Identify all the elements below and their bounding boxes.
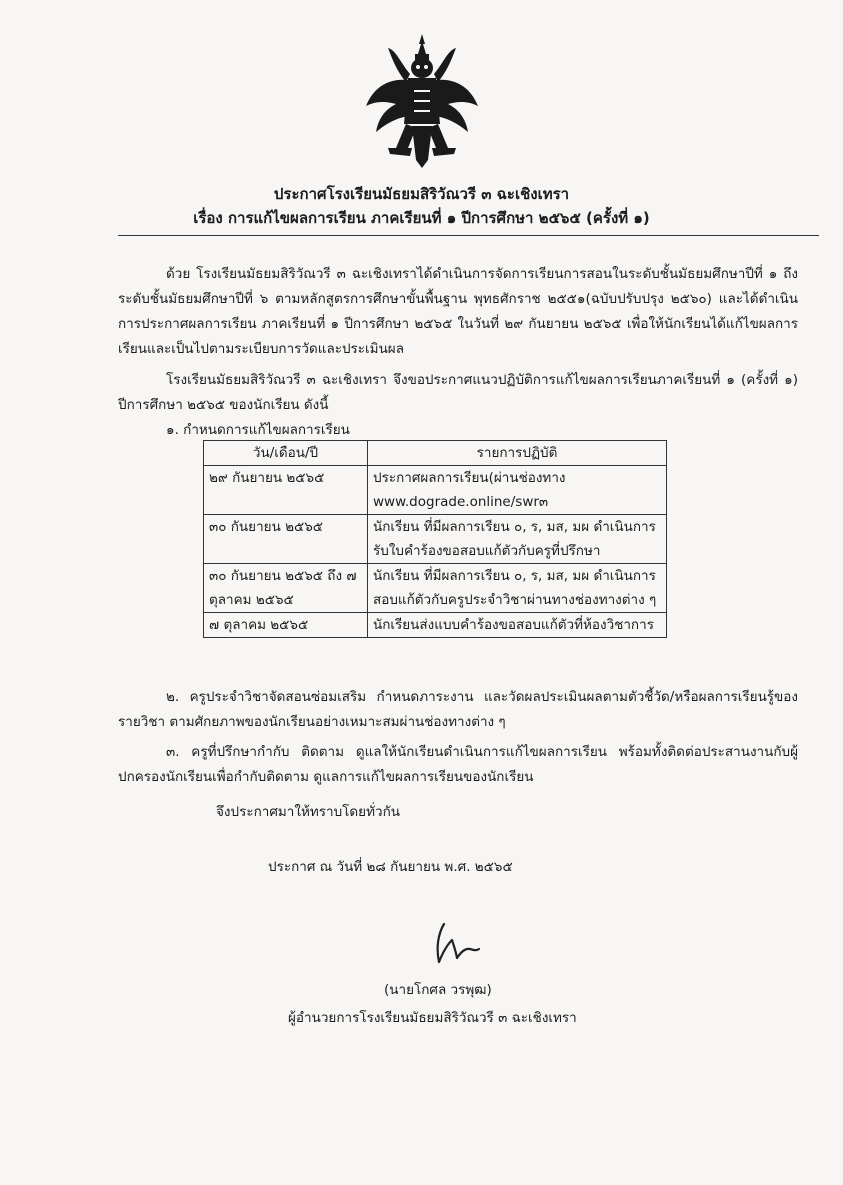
intro-paragraph [118,262,798,362]
schedule-table [203,440,667,638]
row-date: ๒๙ กันยายน ๒๕๖๕ [204,466,368,515]
signatory-name: (นายโกศล วรพุฒ) [384,982,492,998]
announcement-subject: เรื่อง การแก้ไขผลการเรียน ภาคเรียนที่ ๑ ปีการศึกษา ๒๕๖๕ (ครั้งที่ ๑) [193,209,650,227]
row-date: ๗ ตุลาคม ๒๕๖๕ [204,613,368,638]
practice-text: โรงเรียนมัธยมสิริวัณวรี ๓ ฉะเชิงเทรา จึงขอประกาศแนวปฏิบัติการแก้ไขผลการเรียนภาคเรียนที่ ๑ (ครั้งที่ ๑) ปีการศึกษา ๒๕๖๕ ของนักเรียน ดังนี้ [118,372,798,413]
announcement-date: ประกาศ ณ วันที่ ๒๘ กันยายน พ.ศ. ๒๕๖๕ [268,859,513,875]
practice-paragraph [118,368,798,418]
signatory-position: ผู้อำนวยการโรงเรียนมัธยมสิริวัณวรี ๓ ฉะเชิงเทรา [288,1010,577,1026]
row-action: นักเรียน ที่มีผลการเรียน ๐, ร, มส, มผ ดำเนินการสอบแก้ตัวกับครูประจำวิชาผ่านทางช่องทางต่าง ๆ [368,564,667,613]
table-row [204,564,667,613]
table-row [204,466,667,515]
table-row [204,515,667,564]
signature-icon [430,918,480,968]
table-row [204,613,667,638]
row-action: ประกาศผลการเรียน(ผ่านช่องทาง www.dograde.online/swr๓ [368,466,667,515]
item-2-text: ๒. ครูประจำวิชาจัดสอนซ่อมเสริม กำหนดภาระงาน และวัดผลประเมินผลตามตัวชี้วัด/หรือผลการเรียนรู้ของรายวิชา ตามศักยภาพของนักเรียนอย่างเหมาะสมผ่านช่องทางต่าง ๆ [118,689,798,730]
table-header-row [204,441,667,466]
item-2-paragraph [118,685,798,735]
column-header-date: วัน/เดือน/ปี [204,441,368,466]
schedule-heading: ๑. กำหนดการแก้ไขผลการเรียน [166,422,350,438]
announcement-title: ประกาศโรงเรียนมัธยมสิริวัณวรี ๓ ฉะเชิงเทรา [273,185,570,203]
row-date: ๓๐ กันยายน ๒๕๖๕ [204,515,368,564]
column-header-action: รายการปฏิบัติ [368,441,667,466]
closing-notice: จึงประกาศมาให้ทราบโดยทั่วกัน [216,804,400,820]
header-divider [118,235,819,236]
item-3-text: ๓. ครูที่ปรึกษากำกับ ติดตาม ดูแลให้นักเรียนดำเนินการแก้ไขผลการเรียน พร้อมทั้งติดต่อประสานงานกับผู้ปกครองนักเรียนเพื่อกำกับติดตาม ดูแลการแก้ไขผลการเรียนของนักเรียน [118,744,798,785]
garuda-emblem-icon [362,32,482,170]
intro-text: ด้วย โรงเรียนมัธยมสิริวัณวรี ๓ ฉะเชิงเทราได้ดำเนินการจัดการเรียนการสอนในระดับชั้นมัธยมศึกษาปีที่ ๑ ถึง ระดับชั้นมัธยมศึกษาปีที่ ๖ ตามหลักสูตรการศึกษาขั้นพื้นฐาน พุทธศักราช ๒๕๕๑(ฉบับปรับปรุง ๒๕๖๐) และได้ดำเนินการประกาศผลการเรียน ภาคเรียนที่ ๑ ปีการศึกษา ๒๕๖๕ ในวันที่ ๒๙ กันยายน ๒๕๖๕ เพื่อให้นักเรียนได้แก้ไขผลการเรียนและเป็นไปตามระเบียบการวัดและประเมินผล [118,266,798,357]
row-action: นักเรียน ที่มีผลการเรียน ๐, ร, มส, มผ ดำเนินการรับใบคำร้องขอสอบแก้ตัวกับครูที่ปรึกษา [368,515,667,564]
row-action: นักเรียนส่งแบบคำร้องขอสอบแก้ตัวที่ห้องวิชาการ [368,613,667,638]
row-date: ๓๐ กันยายน ๒๕๖๕ ถึง ๗ ตุลาคม ๒๕๖๕ [204,564,368,613]
item-3-paragraph [118,740,798,790]
